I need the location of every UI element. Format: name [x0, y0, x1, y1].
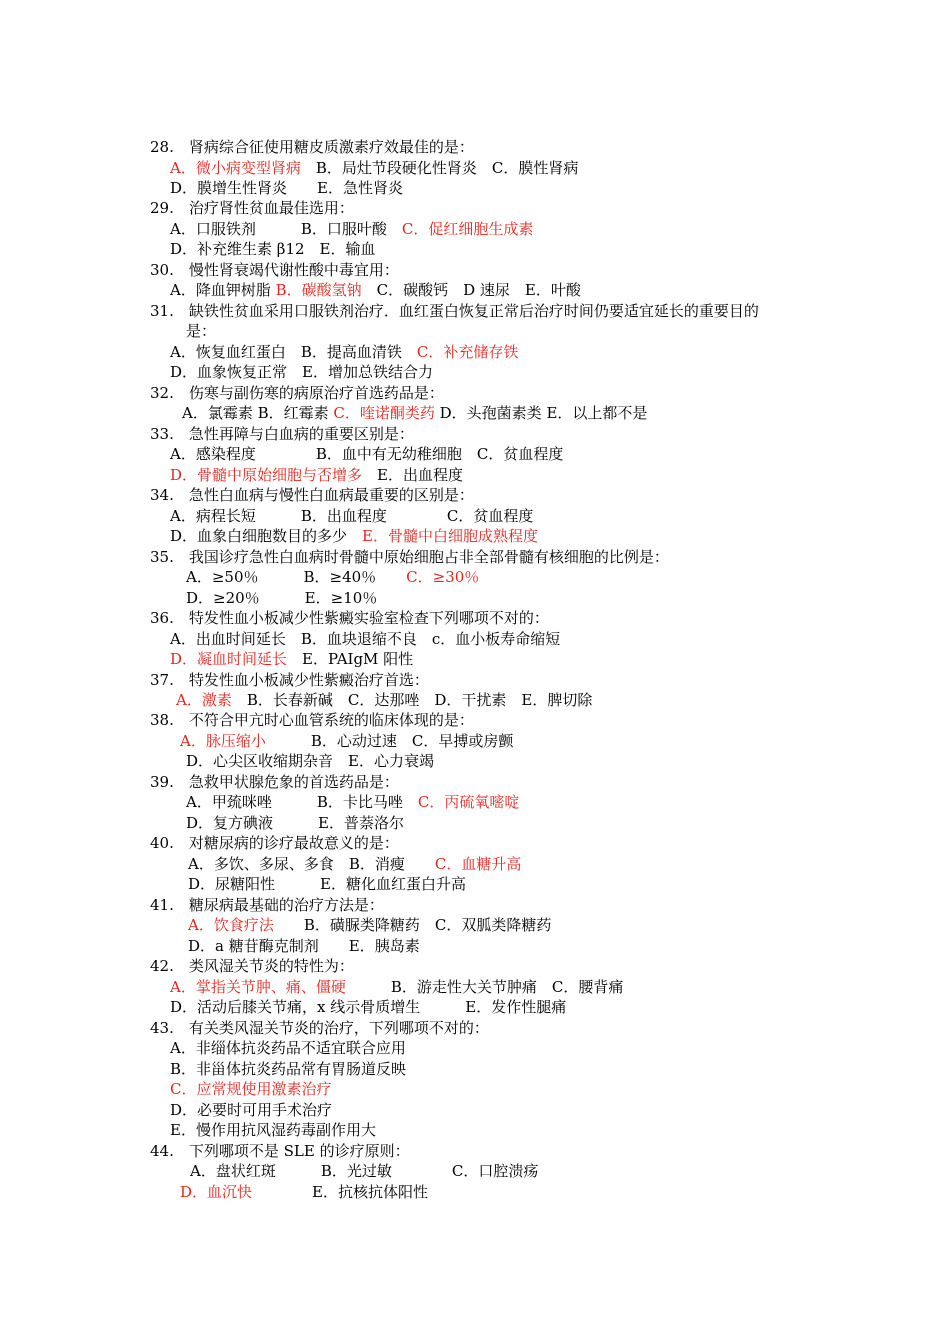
text-line — [180, 731, 513, 751]
text-line — [150, 956, 354, 976]
text-segment: 30. 慢性肾衰竭代谢性酸中毒宜用： — [150, 260, 399, 279]
answer-option: C．≥30％ — [406, 568, 480, 587]
text-segment: A．≥50％ B．≥40％ — [186, 568, 407, 587]
answer-option: D．骨髓中原始细胞与否增多 — [170, 465, 363, 484]
text-line — [150, 137, 474, 157]
text-segment: 42. 类风湿关节炎的特性为： — [150, 957, 354, 976]
text-line — [170, 362, 433, 382]
text-segment: A．感染程度 B．血中有无幼稚细胞 C．贫血程度 — [170, 445, 564, 464]
text-segment: D．头孢菌素类 E．以上都不是 — [434, 404, 648, 423]
text-line — [150, 833, 399, 853]
text-segment: E．慢作用抗风湿药毒副作用大 — [170, 1121, 376, 1139]
text-line — [188, 854, 521, 874]
answer-option: C．血糖升高 — [434, 854, 522, 873]
text-segment: D．血象恢复正常 E．增加总铁结合力 — [170, 363, 433, 382]
text-segment: D．活动后膝关节痛，x 线示骨质增生 E．发作性腿痛 — [170, 998, 567, 1017]
text-segment: D．补充维生素 β12 E．输血 — [170, 240, 376, 259]
text-segment: D．血象白细胞数目的多少 — [170, 527, 363, 546]
text-line — [170, 342, 518, 362]
text-segment: B．局灶节段硬化性肾炎 C．膜性肾病 — [300, 158, 579, 177]
text-line — [170, 526, 538, 546]
text-segment: 32. 伤寒与副伤寒的病原治疗首选药品是： — [150, 383, 444, 402]
text-line — [188, 936, 420, 956]
answer-option: A．脉压缩小 — [180, 731, 266, 750]
text-line — [170, 1038, 406, 1058]
text-line — [170, 1100, 332, 1120]
text-segment: 35. 我国诊疗急性白血病时骨髓中原始细胞占非全部骨髓有核细胞的比例是： — [150, 547, 669, 566]
answer-option: D．血沉快 — [180, 1182, 253, 1201]
text-segment: 44. 下列哪项不是 SLE 的诊疗原则： — [150, 1141, 410, 1160]
text-line — [150, 485, 474, 505]
text-segment: 37. 特发性血小板减少性紫癜治疗首选： — [150, 670, 429, 689]
text-segment: 34. 急性白血病与慢性白血病最重要的区别是： — [150, 486, 474, 505]
text-line — [186, 588, 377, 608]
text-line — [186, 321, 216, 341]
text-segment: D．心尖区收缩期杂音 E．心力衰竭 — [186, 752, 434, 771]
text-line — [170, 280, 581, 300]
answer-option: D．凝血时间延长 — [170, 650, 288, 668]
text-line — [150, 198, 354, 218]
text-segment: B．磺脲类降糖药 C．双胍类降糖药 — [273, 916, 552, 935]
text-segment: D．尿糖阳性 E．糖化血红蛋白升高 — [188, 875, 466, 894]
text-line — [170, 444, 563, 464]
text-segment: 39. 急救甲状腺危象的首选药品是： — [150, 772, 399, 791]
text-segment: 33. 急性再障与白血病的重要区别是： — [150, 424, 414, 443]
text-line — [150, 383, 444, 403]
answer-option: C．丙硫氧嘧啶 — [417, 793, 520, 812]
text-line — [150, 670, 429, 690]
text-segment: 28. 肾病综合征使用糖皮质激素疗效最佳的是： — [150, 138, 474, 156]
text-line — [186, 567, 479, 587]
text-line — [150, 608, 549, 628]
text-segment: D．≥20％ E．≥10％ — [186, 588, 378, 607]
text-line — [170, 629, 560, 649]
text-line — [150, 301, 759, 321]
text-line — [150, 1018, 489, 1038]
text-line — [150, 547, 669, 567]
text-segment: A．多饮、多尿、多食 B．消瘦 — [188, 854, 435, 873]
text-segment: 40. 对糖尿病的诊疗最故意义的是： — [150, 834, 399, 853]
text-segment: B．心动过速 C．早搏或房颤 — [265, 731, 514, 750]
text-segment: E．抗核抗体阳性 — [252, 1182, 428, 1201]
text-segment: 38. 不符合甲亢时心血管系统的临床体现的是： — [150, 711, 474, 730]
text-line — [182, 403, 647, 423]
text-segment: A．恢复血红蛋白 B．提高血清铁 — [170, 342, 417, 361]
text-segment: D．必要时可用手术治疗 — [170, 1100, 333, 1119]
text-segment: C．碳酸钙 D 速尿 E．叶酸 — [361, 281, 581, 300]
text-line — [170, 1059, 406, 1079]
answer-option: E．骨髓中白细胞成熟程度 — [362, 527, 538, 546]
text-segment: 是： — [186, 322, 217, 341]
answer-option: C．喹诺酮类药 — [333, 404, 435, 423]
text-segment: E．出血程度 — [362, 465, 463, 484]
answer-option: A．激素 — [176, 691, 232, 709]
text-line — [176, 690, 592, 710]
text-segment: B．游走性大关节肿痛 C．腰背痛 — [345, 977, 624, 996]
text-segment: B．非甾体抗炎药品常有胃肠道反映 — [170, 1059, 407, 1078]
text-line — [150, 895, 384, 915]
answer-option: C．补充储存铁 — [416, 342, 519, 361]
text-line — [188, 915, 551, 935]
text-segment: 31. 缺铁性贫血采用口服铁剂治疗．血红蛋白恢复正常后治疗时间仍要适宜延长的重要目的 — [150, 301, 759, 320]
text-line — [186, 751, 434, 771]
answer-option: C．促红细胞生成素 — [401, 219, 534, 238]
text-segment: 36. 特发性血小板减少性紫癜实验室检查下列哪项不对的： — [150, 609, 549, 627]
text-line — [180, 1182, 428, 1202]
answer-option: B．碳酸氢钠 — [275, 281, 362, 300]
text-segment: A．非缁体抗炎药品不适宜联合应用 — [170, 1039, 406, 1058]
text-line — [170, 997, 566, 1017]
text-segment: D．复方碘液 E．普萘洛尔 — [186, 813, 404, 832]
text-line — [150, 710, 474, 730]
text-line — [170, 977, 623, 997]
text-line — [170, 649, 413, 669]
answer-option: A．微小病变型肾病 — [170, 158, 301, 177]
text-segment: A．甲巯咪唑 B．卡比马唑 — [186, 793, 418, 812]
text-line — [170, 239, 376, 259]
text-line — [150, 772, 399, 792]
text-segment: A．盘状红斑 B．光过敏 C．口腔溃疡 — [190, 1162, 539, 1180]
text-line — [170, 158, 578, 178]
text-line — [188, 874, 466, 894]
text-line — [170, 1120, 376, 1140]
text-line — [170, 506, 533, 526]
text-segment: A．氯霉素 B．红霉素 — [182, 404, 334, 423]
answer-option: C．应常规使用激素治疗 — [170, 1080, 332, 1099]
text-line — [170, 178, 403, 198]
text-line — [190, 1161, 538, 1181]
text-segment: B．长春新碱 C．达那唑 D．干扰素 E．脾切除 — [231, 691, 593, 709]
text-segment: D．a 糖苷酶克制剂 E．胰岛素 — [188, 936, 420, 955]
text-line — [150, 260, 399, 280]
text-segment: D．膜增生性肾炎 E．急性肾炎 — [170, 179, 403, 197]
text-line — [150, 1141, 410, 1161]
text-line — [170, 219, 533, 239]
text-segment: 43. 有关类风湿关节炎的治疗，下列哪项不对的： — [150, 1018, 489, 1037]
text-segment: A．口服铁剂 B．口服叶酸 — [170, 219, 402, 238]
text-line — [170, 465, 463, 485]
answer-option: A．掌指关节肿、痛、僵硬 — [170, 977, 346, 996]
text-segment: 29. 治疗肾性贫血最佳选用： — [150, 199, 354, 218]
text-line — [150, 424, 414, 444]
text-segment: 41. 糖尿病最基础的治疗方法是： — [150, 895, 384, 914]
text-line — [186, 792, 519, 812]
answer-option: A．饮食疗法 — [188, 916, 274, 935]
text-segment: A．出血时间延长 B．血块退缩不良 c．血小板寿命缩短 — [170, 629, 561, 648]
text-segment: A．病程长短 B．出血程度 C．贫血程度 — [170, 506, 534, 525]
text-segment: E．PAIgM 阳性 — [287, 650, 414, 668]
text-line — [186, 813, 404, 833]
text-segment: A．降血钾树脂 — [170, 281, 276, 300]
text-line — [170, 1079, 331, 1099]
